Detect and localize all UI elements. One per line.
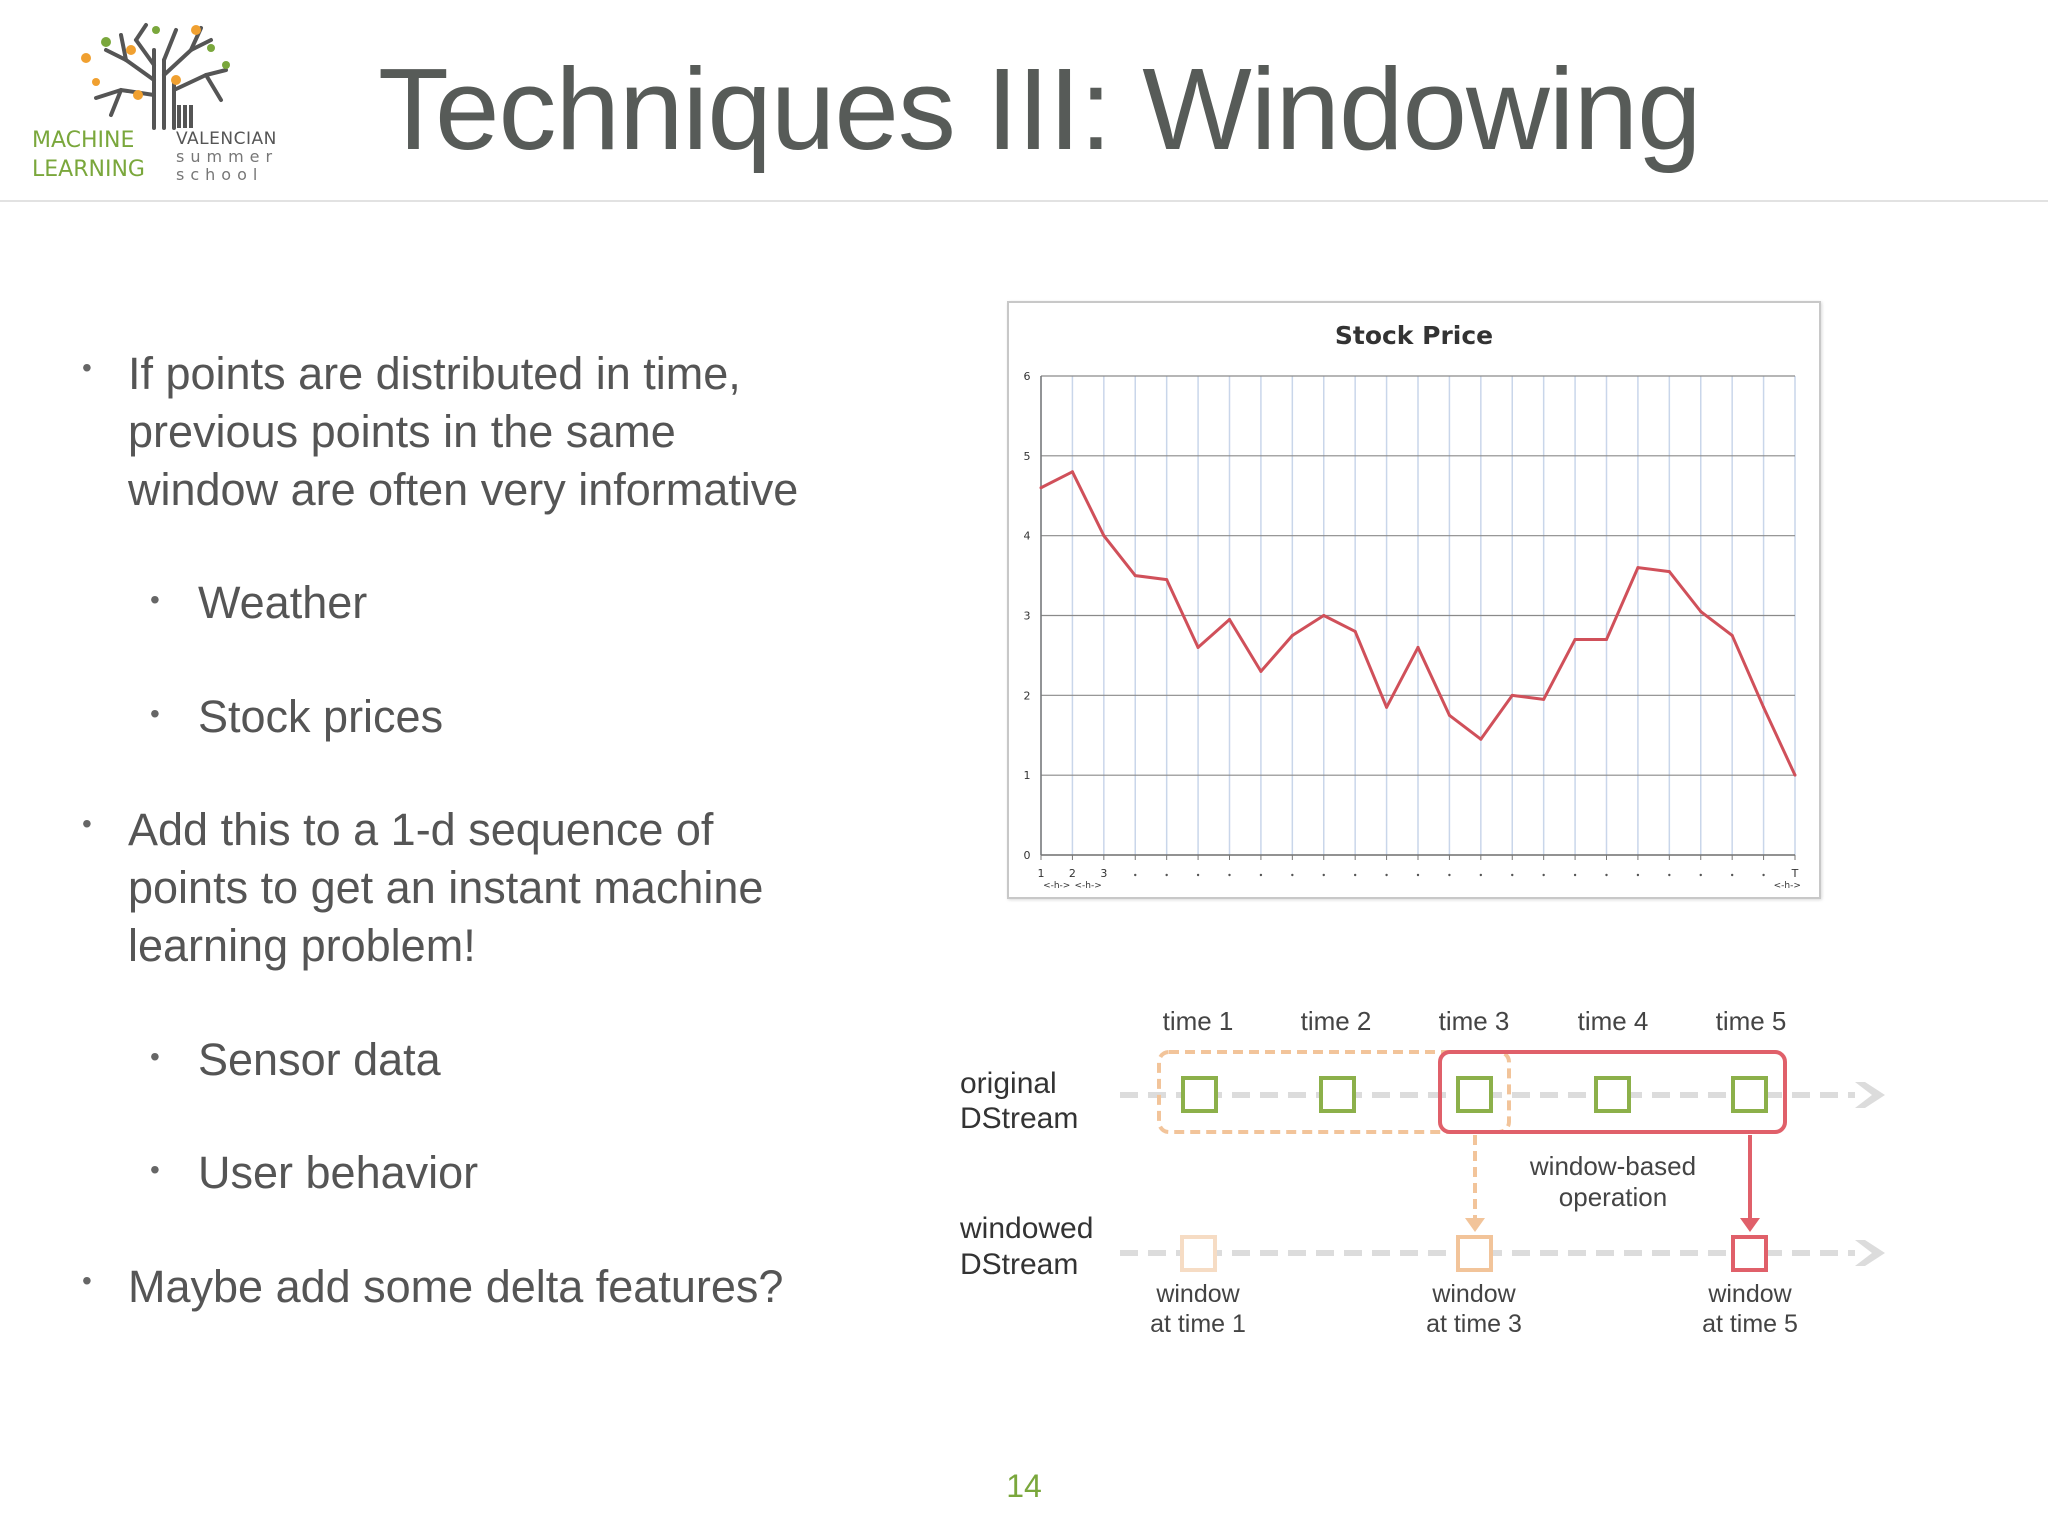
- logo-text-learning: LEARNING: [32, 157, 145, 182]
- chart-y-tick-label: 3: [1023, 609, 1031, 623]
- chart-data-point: [1762, 706, 1765, 709]
- chart-x-ellipsis-dot: [1417, 874, 1419, 876]
- stock-price-chart: [1007, 301, 1821, 899]
- bullet-text: points to get an instant machine: [128, 862, 764, 913]
- original-dstream-label: DStream: [960, 1102, 1079, 1135]
- chart-x-ellipsis-dot: [1385, 874, 1387, 876]
- sub-bullet-dot: •: [150, 584, 160, 615]
- windowed-item-time-1: [1182, 1237, 1215, 1270]
- page-number: 14: [1006, 1468, 1042, 1504]
- tree-logo-icon: [26, 20, 286, 130]
- chart-x-ellipsis-dot: [1291, 874, 1293, 876]
- chart-y-tick-label: 6: [1023, 370, 1031, 383]
- chart-data-point: [1197, 646, 1200, 649]
- title-divider: [0, 200, 2048, 202]
- logo-text-school: school: [176, 165, 264, 184]
- operation-label: window-based: [1529, 1151, 1697, 1181]
- windowed-item-time-3: [1458, 1237, 1491, 1270]
- stream-item-time-2: [1321, 1078, 1354, 1111]
- chart-x-ellipsis-dot: [1260, 874, 1262, 876]
- sub-bullet-dot: •: [150, 698, 160, 729]
- sub-bullet-text: Stock prices: [198, 691, 444, 742]
- chart-x-tick-label: 1: [1037, 867, 1045, 880]
- chart-h-marker: <-h->: [1043, 881, 1071, 891]
- chart-x-ellipsis-dot: [1668, 874, 1670, 876]
- chart-data-point: [1605, 638, 1608, 641]
- chart-data-point: [1259, 670, 1262, 673]
- stream-item-time-3: [1458, 1078, 1491, 1111]
- chart-x-ellipsis-dot: [1574, 874, 1576, 876]
- bullet-dot: •: [82, 808, 92, 839]
- window-label: window: [1708, 1280, 1792, 1308]
- chart-x-ellipsis-dot: [1228, 874, 1230, 876]
- chart-data-point: [1040, 486, 1043, 489]
- chart-data-point: [1794, 774, 1797, 777]
- chart-x-ellipsis-dot: [1700, 874, 1702, 876]
- chart-x-ellipsis-dot: [1762, 874, 1764, 876]
- chart-data-point: [1479, 738, 1482, 741]
- chart-data-point: [1071, 470, 1074, 473]
- chart-x-tick-label: 2: [1068, 867, 1076, 880]
- chart-x-ellipsis-dot: [1165, 874, 1167, 876]
- time-label: time 1: [1162, 1006, 1234, 1036]
- windowed-item-time-5: [1733, 1237, 1766, 1270]
- windowed-dstream-label: DStream: [960, 1248, 1079, 1281]
- chart-x-ellipsis-dot: [1542, 874, 1544, 876]
- time-label: time 5: [1715, 1006, 1787, 1036]
- chart-title: Stock Price: [1334, 321, 1494, 350]
- chart-x-ellipsis-dot: [1637, 874, 1639, 876]
- original-dstream-label: original: [960, 1067, 1057, 1100]
- windowing-diagram: [940, 990, 1900, 1360]
- chart-y-tick-label: 2: [1023, 689, 1031, 703]
- bullet-text: Add this to a 1-d sequence of: [128, 804, 714, 855]
- chart-x-tick-label: 3: [1100, 867, 1108, 880]
- sub-bullet-text: Weather: [198, 577, 368, 628]
- window-arrow-time-3: [1465, 1135, 1485, 1232]
- chart-data-point: [1228, 618, 1231, 621]
- chart-y-tick-label: 0: [1023, 849, 1031, 862]
- chart-h-marker: <-h->: [1074, 881, 1102, 891]
- stream-item-time-1: [1183, 1078, 1216, 1111]
- window-arrow-time-5: [1740, 1135, 1760, 1232]
- chart-x-ellipsis-dot: [1731, 874, 1733, 876]
- chart-x-ellipsis-dot: [1480, 874, 1482, 876]
- logo-text-valencian: VALENCIAN: [176, 129, 277, 149]
- chart-data-point: [1385, 706, 1388, 709]
- chart-data-point: [1165, 578, 1168, 581]
- windowed-stream-arrow: [1120, 1240, 1885, 1266]
- bullet-dot: •: [82, 1265, 92, 1296]
- window-label: at time 1: [1150, 1310, 1246, 1338]
- chart-x-ellipsis-dot: [1323, 874, 1325, 876]
- window-label: window: [1432, 1280, 1516, 1308]
- chart-y-tick-label: 4: [1023, 529, 1031, 543]
- stream-item-time-5: [1733, 1078, 1766, 1111]
- sub-bullet-dot: •: [150, 1041, 160, 1072]
- chart-data-point: [1668, 570, 1671, 573]
- window-label: at time 3: [1426, 1310, 1522, 1338]
- summer-school-logo: [26, 20, 286, 190]
- windowed-dstream-label: windowed: [960, 1212, 1094, 1245]
- chart-data-point: [1417, 646, 1420, 649]
- sub-bullet-dot: •: [150, 1154, 160, 1185]
- chart-data-point: [1354, 630, 1357, 633]
- bullet-text: If points are distributed in time,: [128, 348, 741, 399]
- chart-x-ellipsis-dot: [1134, 874, 1136, 876]
- time-label: time 2: [1300, 1006, 1372, 1036]
- chart-data-point: [1731, 634, 1734, 637]
- chart-data-point: [1699, 610, 1702, 613]
- bullet-text: learning problem!: [128, 920, 476, 971]
- chart-y-tick-label: 1: [1023, 769, 1031, 783]
- chart-data-point: [1134, 574, 1137, 577]
- chart-y-tick-label: 5: [1023, 449, 1031, 463]
- chart-data-point: [1322, 614, 1325, 617]
- original-stream-arrow: [1120, 1082, 1885, 1108]
- sub-bullet-text: Sensor data: [198, 1034, 441, 1085]
- chart-x-ellipsis-dot: [1605, 874, 1607, 876]
- chart-data-point: [1574, 638, 1577, 641]
- chart-x-ellipsis-dot: [1197, 874, 1199, 876]
- chart-x-ellipsis-dot: [1448, 874, 1450, 876]
- chart-x-ellipsis-dot: [1354, 874, 1356, 876]
- bullet-dot: •: [82, 352, 92, 383]
- bullet-text: previous points in the same: [128, 406, 676, 457]
- slide-title: Techniques III: Windowing: [378, 44, 1701, 174]
- chart-data-point: [1102, 534, 1105, 537]
- chart-x-ellipsis-dot: [1511, 874, 1513, 876]
- window-label: at time 5: [1702, 1310, 1798, 1338]
- bullet-text: window are often very informative: [128, 464, 799, 515]
- stream-item-time-4: [1596, 1078, 1629, 1111]
- chart-h-marker: <-h->: [1773, 881, 1801, 891]
- chart-data-point: [1511, 694, 1514, 697]
- time-label: time 4: [1577, 1006, 1649, 1036]
- chart-data-point: [1542, 698, 1545, 701]
- sub-bullet-text: User behavior: [198, 1147, 479, 1198]
- bullet-text: Maybe add some delta features?: [128, 1261, 784, 1312]
- chart-data-point: [1448, 714, 1451, 717]
- window-label: window: [1156, 1280, 1240, 1308]
- time-label: time 3: [1438, 1006, 1510, 1036]
- operation-label: operation: [1558, 1182, 1668, 1212]
- logo-text-machine: MACHINE: [32, 128, 135, 153]
- chart-data-point: [1636, 566, 1639, 569]
- logo-text-summer: summer: [176, 147, 279, 166]
- chart-data-point: [1291, 634, 1294, 637]
- chart-plot: [1009, 303, 1819, 897]
- chart-x-tick-label: T: [1791, 867, 1799, 880]
